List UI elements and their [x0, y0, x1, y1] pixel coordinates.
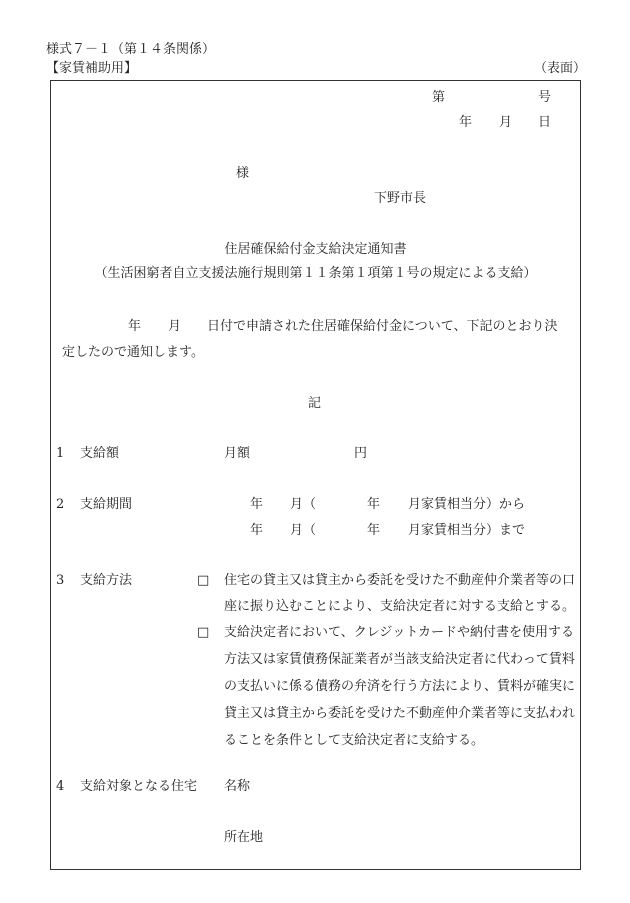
- item-1-monthly: 月額: [224, 446, 251, 461]
- method-option-2-line-5: ることを条件として支給決定者に支給する。: [224, 733, 485, 748]
- item-4-label: 支給対象となる住宅: [80, 779, 198, 794]
- item-1-number: 1: [56, 446, 65, 461]
- item-4-number: 4: [56, 779, 65, 794]
- housing-name-label: 名称: [224, 779, 251, 794]
- addressee-honorific: 様: [236, 166, 250, 181]
- housing-address-label: 所在地: [224, 830, 264, 845]
- form-type: 【家賃補助用】: [46, 61, 138, 76]
- period-row-2-month: 月（: [290, 523, 317, 538]
- method-option-2-line-2: 方法又は家賃債務保証業者が当該支給決定者に代わって賃料: [224, 652, 575, 667]
- body-year: 年: [128, 319, 142, 334]
- method-option-1-line-1: 住宅の貸主又は貸主から委託を受けた不動産仲介業者等の口: [224, 573, 576, 588]
- ki-heading: 記: [308, 396, 322, 411]
- period-row-1-year2: 年: [367, 497, 381, 512]
- date-month: 月: [499, 115, 513, 130]
- date-day: 日: [538, 115, 552, 130]
- method-option-1-checkbox[interactable]: □: [197, 573, 210, 588]
- item-1-yen: 円: [354, 446, 368, 461]
- form-number: 様式７－１（第１４条関係）: [46, 42, 216, 57]
- method-option-2-line-4: 貸主又は貸主から委託を受けた不動産仲介業者等に支払われ: [224, 706, 576, 721]
- item-2-label: 支給期間: [80, 497, 133, 512]
- body-line-1: 日付で申請された住居確保給付金について、下記のとおり決: [207, 319, 558, 334]
- period-row-1-tail: 月家賃相当分）から: [408, 497, 526, 512]
- doc-number-suffix: 号: [538, 90, 552, 105]
- method-option-1-line-2: 座に振り込むことにより、支給決定者に対する支給とする。: [224, 599, 576, 614]
- period-row-2-tail: 月家賃相当分）まで: [408, 523, 526, 538]
- period-row-1-month: 月（: [290, 497, 317, 512]
- method-option-2-line-1: 支給決定者において、クレジットカードや納付書を使用する: [224, 625, 575, 640]
- period-row-2-year2: 年: [367, 523, 381, 538]
- item-1-label: 支給額: [80, 446, 120, 461]
- period-row-1-year: 年: [250, 497, 264, 512]
- issuer-name: 下野市長: [374, 191, 427, 206]
- body-line-2: 定したので通知します。: [62, 345, 204, 360]
- item-3-number: 3: [56, 573, 65, 588]
- body-month: 月: [168, 319, 182, 334]
- method-option-2-line-3: の支払いに係る債務の弁済を行う方法により、賃料が確実に: [224, 679, 576, 694]
- form-side: （表面）: [534, 61, 587, 76]
- item-3-label: 支給方法: [80, 573, 133, 588]
- document-frame: [50, 80, 581, 870]
- date-year: 年: [459, 115, 473, 130]
- method-option-2-checkbox[interactable]: □: [197, 625, 210, 640]
- page-subtitle: （生活困窮者自立支援法施行規則第１１条第１項第１号の規定による支給）: [94, 266, 537, 281]
- page-title: 住居確保給付金支給決定通知書: [224, 242, 407, 257]
- period-row-2-year: 年: [250, 523, 264, 538]
- doc-number-prefix: 第: [432, 90, 446, 105]
- item-2-number: 2: [56, 497, 65, 512]
